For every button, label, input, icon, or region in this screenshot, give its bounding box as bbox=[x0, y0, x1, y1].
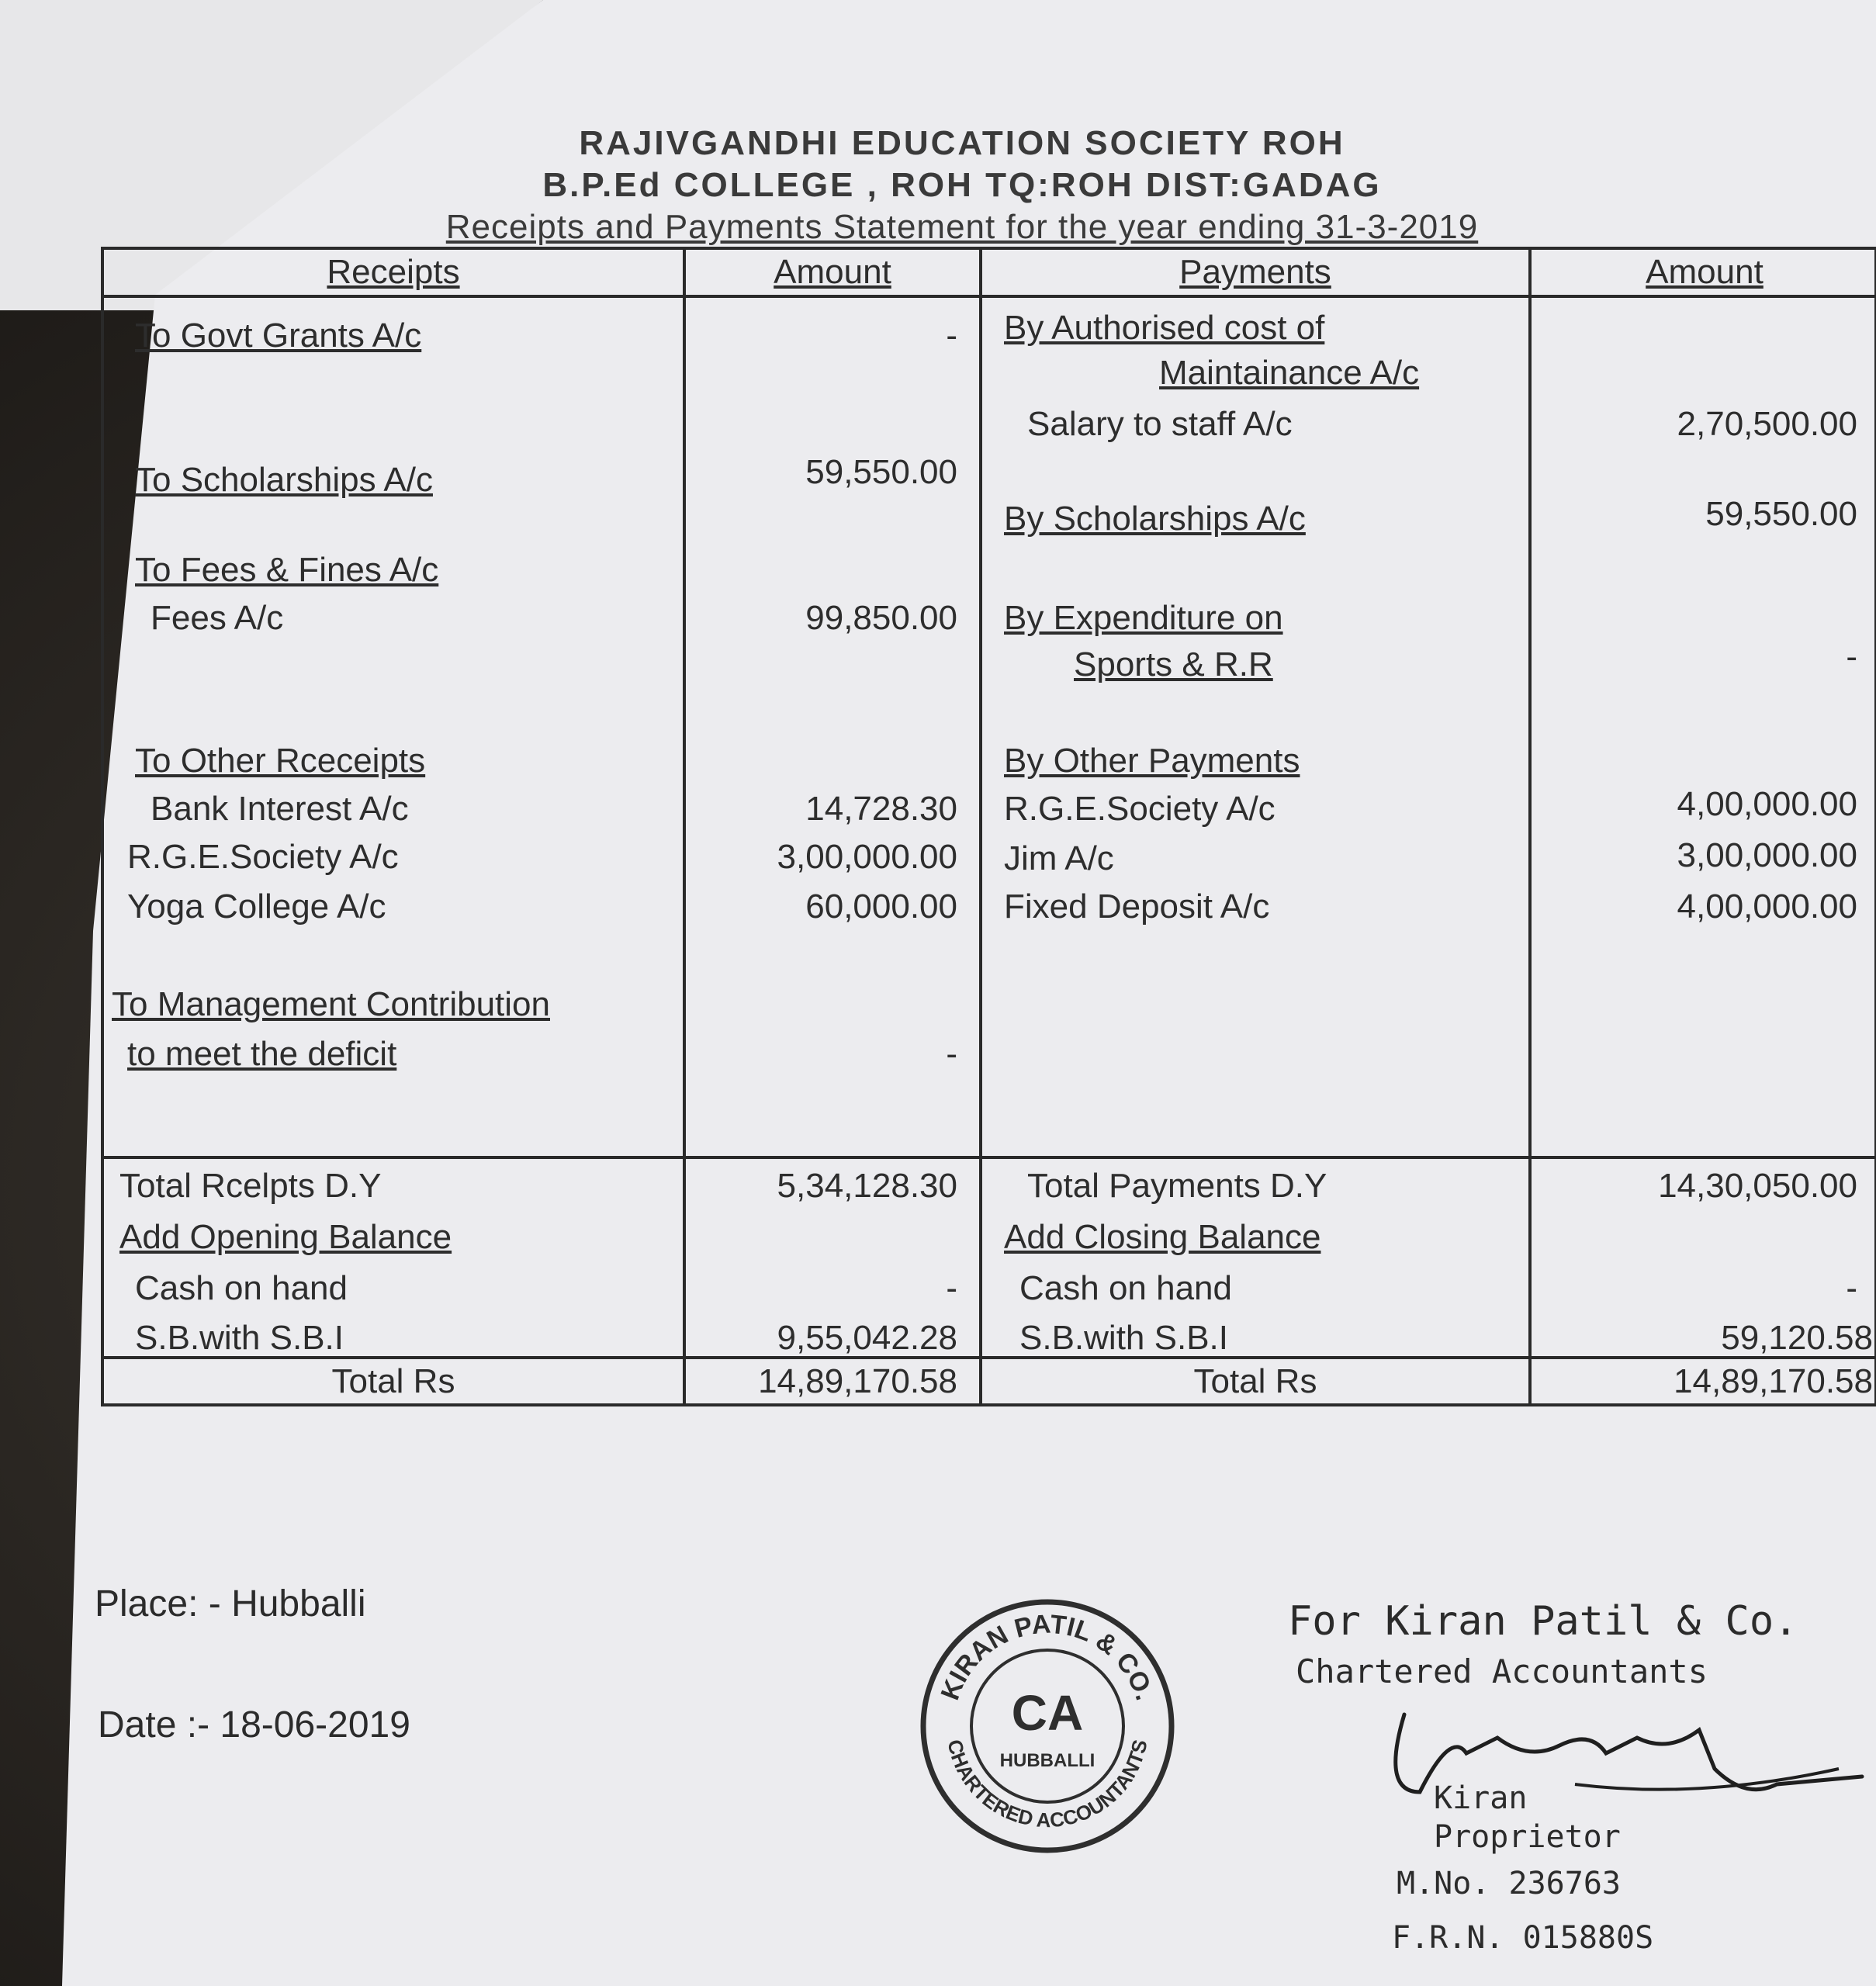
stamp-top-text: KIRAN PATIL & CO. bbox=[935, 1609, 1160, 1704]
firm-registration-number: F.R.N. 015880S bbox=[1392, 1920, 1654, 1956]
subtotal-rule bbox=[104, 1156, 1874, 1159]
payment-fixed-deposit-amount: 4,00,000.00 bbox=[1677, 887, 1857, 926]
payment-fixed-deposit: Fixed Deposit A/c bbox=[1004, 887, 1270, 926]
receipt-total-dy: Total Rcelpts D.Y bbox=[119, 1167, 382, 1205]
payment-sb-sbi: S.B.with S.B.I bbox=[1019, 1319, 1228, 1357]
payment-maintenance: Maintainance A/c bbox=[1159, 354, 1420, 392]
payment-authorised-cost: By Authorised cost of bbox=[1004, 309, 1325, 347]
firm-designation: Chartered Accountants bbox=[1296, 1652, 1708, 1690]
payment-sb-sbi-amount: 59,120.58 bbox=[1721, 1319, 1873, 1357]
payment-scholarships: By Scholarships A/c bbox=[1004, 500, 1306, 538]
payment-other-payments: By Other Payments bbox=[1004, 742, 1300, 780]
payment-sports: Sports & R.R bbox=[1074, 645, 1273, 683]
receipt-cash-on-hand: Cash on hand bbox=[135, 1269, 348, 1307]
receipt-fees: Fees A/c bbox=[151, 599, 284, 637]
payment-rge-society-amount: 4,00,000.00 bbox=[1677, 785, 1857, 823]
receipt-bank-interest-amount: 14,728.30 bbox=[805, 790, 957, 828]
statement-title: Receipts and Payments Statement for the year ending 31-3-2019 bbox=[445, 208, 1479, 246]
payment-sports-amount: - bbox=[1846, 638, 1857, 676]
payment-salary-amount: 2,70,500.00 bbox=[1677, 405, 1857, 443]
place-label: Place: - Hubballi bbox=[95, 1583, 366, 1624]
col-header-payments: Payments bbox=[1179, 253, 1331, 291]
signer-name: Kiran bbox=[1434, 1780, 1528, 1816]
payment-rge-society: R.G.E.Society A/c bbox=[1004, 790, 1275, 828]
stamp-ca-logo: CA bbox=[1011, 1685, 1084, 1741]
receipt-yoga-college: Yoga College A/c bbox=[127, 887, 386, 926]
receipt-total-rs: Total Rs bbox=[331, 1362, 455, 1400]
col-header-amount-2: Amount bbox=[1646, 253, 1764, 291]
payment-expenditure: By Expenditure on bbox=[1004, 599, 1283, 637]
payment-total-dy: Total Payments D.Y bbox=[1027, 1167, 1327, 1205]
receipt-scholarships: To Scholarships A/c bbox=[135, 461, 433, 499]
payment-cash-on-hand: Cash on hand bbox=[1019, 1269, 1232, 1307]
membership-number: M.No. 236763 bbox=[1397, 1866, 1621, 1901]
col-header-amount-1: Amount bbox=[774, 253, 891, 291]
receipt-fees-amount: 99,850.00 bbox=[805, 599, 957, 637]
stamp-bottom-text: CHARTERED ACCOUNTANTS bbox=[943, 1737, 1152, 1832]
receipt-other-receipts: To Other Rceceipts bbox=[135, 742, 426, 780]
stamp-city: HUBBALLI bbox=[999, 1750, 1095, 1771]
receipt-rge-society: R.G.E.Society A/c bbox=[127, 838, 399, 876]
payment-total-rs-amount: 14,89,170.58 bbox=[1674, 1362, 1873, 1400]
firm-seal-stamp bbox=[916, 1594, 1179, 1858]
firm-name: For Kiran Patil & Co. bbox=[1288, 1598, 1798, 1645]
proprietor-label: Proprietor bbox=[1434, 1819, 1621, 1855]
receipt-sb-sbi-amount: 9,55,042.28 bbox=[777, 1319, 957, 1357]
receipt-scholarships-amount: 59,550.00 bbox=[805, 453, 957, 491]
payment-cash-on-hand-amount: - bbox=[1846, 1269, 1857, 1307]
society-title: RAJIVGANDHI EDUCATION SOCIETY ROH bbox=[579, 124, 1345, 162]
payment-jim-amount: 3,00,000.00 bbox=[1677, 836, 1857, 874]
payment-jim: Jim A/c bbox=[1004, 839, 1114, 877]
receipt-add-opening: Add Opening Balance bbox=[119, 1218, 452, 1256]
col-divider-2 bbox=[979, 250, 982, 1403]
receipt-meet-deficit: to meet the deficit bbox=[127, 1035, 397, 1073]
receipt-mgmt-contribution: To Management Contribution bbox=[112, 985, 550, 1023]
payment-salary: Salary to staff A/c bbox=[1027, 405, 1293, 443]
payment-total-rs: Total Rs bbox=[1193, 1362, 1317, 1400]
receipt-fees-fines: To Fees & Fines A/c bbox=[135, 551, 439, 589]
receipt-cash-on-hand-amount: - bbox=[946, 1269, 957, 1307]
payment-add-closing: Add Closing Balance bbox=[1004, 1218, 1321, 1256]
receipt-bank-interest: Bank Interest A/c bbox=[151, 790, 409, 828]
payment-total-dy-amount: 14,30,050.00 bbox=[1658, 1167, 1857, 1205]
receipt-rge-society-amount: 3,00,000.00 bbox=[777, 838, 957, 876]
receipt-mgmt-amount: - bbox=[946, 1035, 957, 1073]
receipt-govt-grants: To Govt Grants A/c bbox=[135, 317, 422, 355]
receipt-govt-grants-amount: - bbox=[946, 317, 957, 355]
col-header-receipts: Receipts bbox=[327, 253, 460, 291]
header-rule bbox=[104, 295, 1874, 298]
college-title: B.P.Ed COLLEGE , ROH TQ:ROH DIST:GADAG bbox=[542, 166, 1382, 204]
receipt-total-dy-amount: 5,34,128.30 bbox=[777, 1167, 957, 1205]
receipt-yoga-college-amount: 60,000.00 bbox=[805, 887, 957, 926]
receipt-total-rs-amount: 14,89,170.58 bbox=[758, 1362, 957, 1400]
receipt-sb-sbi: S.B.with S.B.I bbox=[135, 1319, 344, 1357]
receipts-payments-table bbox=[101, 247, 1876, 1406]
payment-scholarships-amount: 59,550.00 bbox=[1705, 495, 1857, 533]
date-label: Date :- 18-06-2019 bbox=[98, 1704, 410, 1746]
